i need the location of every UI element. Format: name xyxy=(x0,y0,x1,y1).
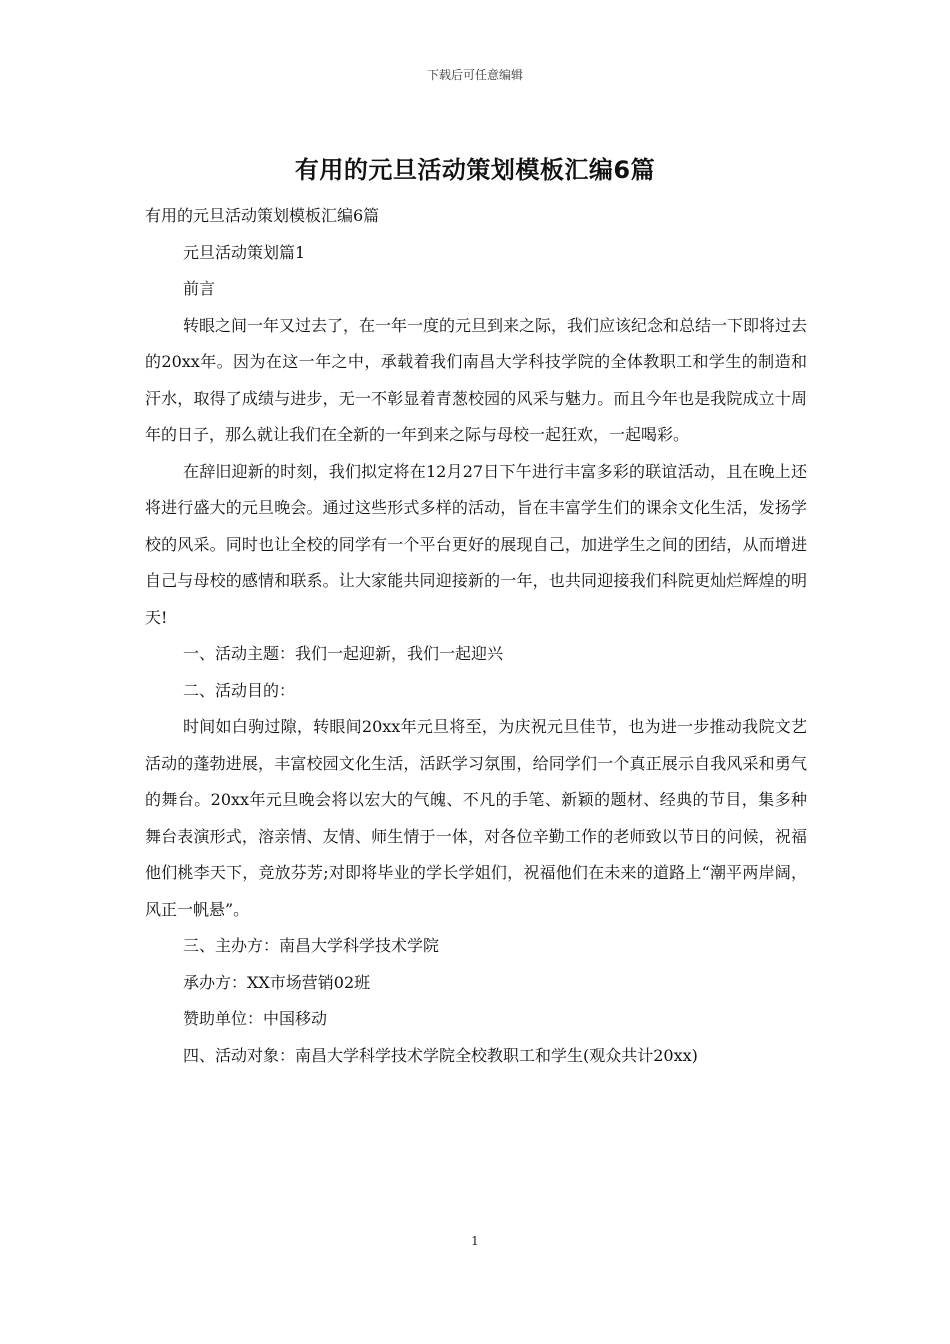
paragraph-preface-heading: 前言 xyxy=(183,279,216,298)
paragraph-sponsor: 赞助单位：中国移动 xyxy=(183,1009,328,1028)
paragraph-preface-1: 转眼之间一年又过去了，在一年一度的元旦到来之际，我们应该纪念和总结一下即将过去的20xx年。因为在这一年之中，承载着我们南昌大学科技学院的全体教职工和学生的制造和汗水，取得了成绩与进步，无一不彰显着青葱校园的风采与魅力。而且今年也是我院成立十周年的日子，那么就让我们在全新的一年到来之际与母校一起狂欢，一起喝彩。 xyxy=(145,315,808,444)
paragraph-theme: 一、活动主题：我们一起迎新，我们一起迎兴 xyxy=(183,644,504,663)
paragraph-purpose: 时间如白驹过隙，转眼间20xx年元旦将至，为庆祝元旦佳节，也为进一步推动我院文艺活动的蓬勃进展，丰富校园文化生活，活跃学习氛围，给同学们一个真正展示自我风采和勇气的舞台。20xx年元旦晚会将以宏大的气魄、不凡的手笔、新颖的题材、经典的节目，集多种舞台表演形式，溶亲情、友情、师生情于一体，对各位辛勤工作的老师致以节日的问候，祝福他们桃李天下，竞放芬芳;对即将毕业的学长学姐们，祝福他们在未来的道路上“潮平两岸阔，风正一帆悬”。 xyxy=(145,717,807,919)
paragraph-purpose-heading: 二、活动目的： xyxy=(183,680,296,700)
paragraph-subtitle: 有用的元旦活动策划模板汇编6篇 xyxy=(145,206,380,225)
paragraph-host: 承办方：XX市场营销02班 xyxy=(183,972,371,992)
paragraph-audience: 四、活动对象：南昌大学科学技术学院全校教职工和学生(观众共计20xx) xyxy=(183,1045,698,1065)
paragraph-organizer: 三、主办方：南昌大学科学技术学院 xyxy=(183,936,440,955)
header-note: 下载后可任意编辑 xyxy=(426,68,523,82)
paragraph-section-heading: 元旦活动策划篇1 xyxy=(183,242,306,262)
document-title: 有用的元旦活动策划模板汇编6篇 xyxy=(294,156,656,184)
paragraph-preface-2: 在辞旧迎新的时刻，我们拟定将在12月27日下午进行丰富多彩的联谊活动，且在晚上还将进行盛大的元旦晚会。通过这些形式多样的活动，旨在丰富学生们的课余文化生活，发扬学校的风采。同时也让全校的同学有一个平台更好的展现自己，加进学生之间的团结，从而增进自己与母校的感情和联系。让大家能共同迎接新的一年，也共同迎接我们科院更灿烂辉煌的明天! xyxy=(145,461,807,627)
page-number: 1 xyxy=(471,1234,479,1248)
document-body xyxy=(145,198,807,1074)
